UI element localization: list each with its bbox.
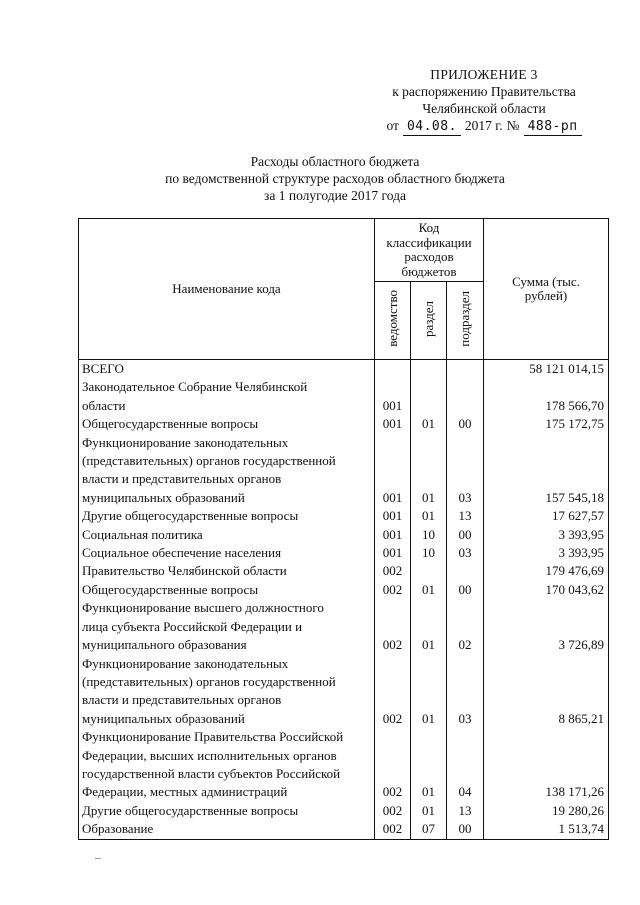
row-sum: 1 513,74 xyxy=(484,820,609,839)
row-sum: 58 121 014,15 xyxy=(484,360,609,379)
row-sum: 179 476,69 xyxy=(484,562,609,580)
row-sum: 17 627,57 xyxy=(484,507,609,525)
row-podrazdel: 00 xyxy=(447,820,484,839)
row-podrazdel: 00 xyxy=(447,415,484,433)
row-podrazdel xyxy=(447,562,484,580)
row-name xyxy=(79,360,375,379)
order-date: 04.08. xyxy=(403,118,461,136)
row-name-line: Общегосударственные вопросы xyxy=(82,416,259,432)
row-name-line: Функционирование высшего должностного xyxy=(82,600,324,616)
row-vedomstvo: 001 xyxy=(375,544,411,562)
row-podrazdel: 00 xyxy=(447,581,484,599)
row-name-line: ВСЕГО xyxy=(82,361,124,376)
row-razdel: 01 xyxy=(411,581,447,599)
row-sum: 8 865,21 xyxy=(484,655,609,729)
table-row xyxy=(79,655,609,729)
appendix-title: ПРИЛОЖЕНИЕ 3 xyxy=(430,67,538,82)
row-name-line: Федерации, местных администраций xyxy=(82,784,288,800)
table-row xyxy=(79,802,609,820)
row-name-line: Социальное обеспечение населения xyxy=(82,545,282,561)
row-razdel: 10 xyxy=(411,544,447,562)
table-row xyxy=(79,526,609,544)
row-podrazdel: 13 xyxy=(447,507,484,525)
header-sum: Сумма (тыс. рублей) xyxy=(484,219,609,360)
table-row xyxy=(79,581,609,599)
row-razdel: 01 xyxy=(411,655,447,729)
table-row xyxy=(79,544,609,562)
row-name-line: Образование xyxy=(82,821,154,837)
table-row xyxy=(79,434,609,508)
header-name: Наименование кода xyxy=(79,219,375,360)
header-podrazdel xyxy=(447,282,484,360)
document-title xyxy=(100,153,570,204)
row-name xyxy=(79,655,375,729)
order-number: 488-рп xyxy=(524,118,582,136)
row-name-line: муниципальных образований xyxy=(82,489,245,505)
row-podrazdel: 00 xyxy=(447,526,484,544)
row-razdel xyxy=(411,360,447,379)
expenditure-table xyxy=(78,218,609,840)
row-name xyxy=(79,802,375,820)
row-name-line: (представительных) органов государственной xyxy=(82,673,336,689)
header-code-group: Код классификации расходов бюджетов xyxy=(375,219,484,282)
row-razdel: 01 xyxy=(411,599,447,654)
appendix-line-2: Челябинской области xyxy=(422,101,546,116)
header-podrazdel-label: подраздел xyxy=(457,290,472,347)
row-name xyxy=(79,415,375,433)
row-razdel: 07 xyxy=(411,820,447,839)
row-name-line: области xyxy=(82,397,126,413)
row-name-line: Федерации, высших исполнительных органов xyxy=(82,747,337,763)
appendix-header xyxy=(360,66,608,136)
row-name xyxy=(79,581,375,599)
row-sum: 3 393,95 xyxy=(484,526,609,544)
row-vedomstvo: 002 xyxy=(375,599,411,654)
row-name xyxy=(79,434,375,508)
row-podrazdel xyxy=(447,378,484,415)
row-sum: 19 280,26 xyxy=(484,802,609,820)
row-name xyxy=(79,544,375,562)
title-line-2: по ведомственной структуре расходов областного бюджета xyxy=(165,171,505,186)
table-row xyxy=(79,599,609,654)
row-razdel: 10 xyxy=(411,526,447,544)
table-body xyxy=(79,360,609,840)
row-podrazdel: 13 xyxy=(447,802,484,820)
row-name xyxy=(79,728,375,802)
row-sum: 178 566,70 xyxy=(484,378,609,415)
header-vedomstvo xyxy=(375,282,411,360)
row-name xyxy=(79,378,375,415)
page-mark xyxy=(95,858,101,859)
row-vedomstvo: 001 xyxy=(375,434,411,508)
row-name-line: Другие общегосударственные вопросы xyxy=(82,508,299,524)
header-razdel xyxy=(411,282,447,360)
table-row xyxy=(79,728,609,802)
row-vedomstvo: 001 xyxy=(375,378,411,415)
row-podrazdel: 03 xyxy=(447,434,484,508)
row-razdel xyxy=(411,378,447,415)
row-vedomstvo: 002 xyxy=(375,820,411,839)
row-sum: 138 171,26 xyxy=(484,728,609,802)
title-line-3: за 1 полугодие 2017 года xyxy=(264,188,406,203)
row-vedomstvo: 002 xyxy=(375,562,411,580)
appendix-line-1: к распоряжению Правительства xyxy=(392,84,576,99)
row-vedomstvo: 002 xyxy=(375,581,411,599)
row-name-line: Функционирование законодательных xyxy=(82,655,289,671)
row-podrazdel: 02 xyxy=(447,599,484,654)
row-razdel: 01 xyxy=(411,802,447,820)
row-vedomstvo: 001 xyxy=(375,415,411,433)
row-razdel xyxy=(411,562,447,580)
row-name-line: Общегосударственные вопросы xyxy=(82,581,259,597)
row-sum: 157 545,18 xyxy=(484,434,609,508)
row-name-line: муниципальных образований xyxy=(82,710,245,726)
row-razdel: 01 xyxy=(411,728,447,802)
row-name-line: Законодательное Собрание Челябинской xyxy=(82,379,308,395)
table-row xyxy=(79,562,609,580)
title-line-1: Расходы областного бюджета xyxy=(250,154,420,169)
row-vedomstvo: 002 xyxy=(375,728,411,802)
row-name-line: власти и представительных органов xyxy=(82,692,282,708)
row-name-line: государственной власти субъектов Российской xyxy=(82,765,341,781)
row-vedomstvo: 002 xyxy=(375,655,411,729)
row-name xyxy=(79,562,375,580)
table-row xyxy=(79,360,609,379)
table-row xyxy=(79,415,609,433)
row-podrazdel: 03 xyxy=(447,655,484,729)
row-podrazdel: 03 xyxy=(447,544,484,562)
row-name-line: Функционирование Правительства Российской xyxy=(82,729,344,745)
table-row xyxy=(79,507,609,525)
row-name xyxy=(79,507,375,525)
order-year: 2017 г. xyxy=(464,118,503,133)
row-vedomstvo: 001 xyxy=(375,507,411,525)
row-name-line: Другие общегосударственные вопросы xyxy=(82,802,299,818)
row-name-line: Правительство Челябинской области xyxy=(82,563,287,579)
number-label: № xyxy=(506,118,520,133)
row-name-line: Функционирование законодательных xyxy=(82,434,289,450)
row-name xyxy=(79,526,375,544)
row-vedomstvo: 002 xyxy=(375,802,411,820)
header-razdel-label: раздел xyxy=(420,300,436,337)
row-podrazdel: 04 xyxy=(447,728,484,802)
row-name-line: власти и представительных органов xyxy=(82,471,282,487)
row-vedomstvo xyxy=(375,360,411,379)
from-label: от xyxy=(386,118,399,133)
row-name xyxy=(79,599,375,654)
row-sum: 3 726,89 xyxy=(484,599,609,654)
row-razdel: 01 xyxy=(411,434,447,508)
row-name-line: лица субъекта Российской Федерации и xyxy=(82,618,303,634)
row-sum: 3 393,95 xyxy=(484,544,609,562)
row-name-line: Социальная политика xyxy=(82,526,203,542)
row-sum: 170 043,62 xyxy=(484,581,609,599)
row-name xyxy=(79,820,375,839)
row-razdel: 01 xyxy=(411,507,447,525)
row-podrazdel xyxy=(447,360,484,379)
table-row xyxy=(79,378,609,415)
order-reference xyxy=(360,117,608,136)
row-sum: 175 172,75 xyxy=(484,415,609,433)
row-name-line: (представительных) органов государственной xyxy=(82,453,336,469)
row-razdel: 01 xyxy=(411,415,447,433)
row-name-line: муниципального образования xyxy=(82,637,247,653)
row-vedomstvo: 001 xyxy=(375,526,411,544)
header-vedomstvo-label: ведомство xyxy=(384,290,400,348)
table-row xyxy=(79,820,609,839)
